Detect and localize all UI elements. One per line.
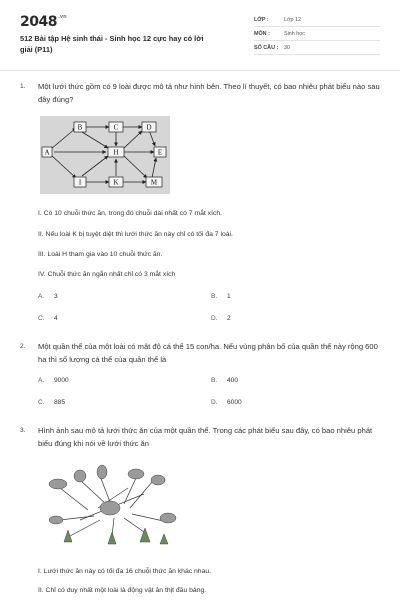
question-3-number: 3. [20, 427, 26, 434]
node-h: H [113, 148, 119, 157]
node-c: C [113, 123, 119, 132]
q1-statement-2: II. Nếu loài K bị tuyệt diệt thì lưới thức ăn này chỉ có tối đa 7 loài. [38, 231, 233, 238]
question-1-number: 1. [20, 83, 26, 90]
meta-count-value: 30 [284, 45, 290, 51]
q2-option-c[interactable]: C. 885 [38, 399, 66, 406]
q2-option-b[interactable]: B. 400 [211, 377, 239, 384]
q3-statement-1: I. Lưới thức ăn này có tối đa 16 chuỗi thức ăn khác nhau. [38, 568, 212, 575]
q1-statement-1: I. Có 10 chuỗi thức ăn, trong đó chuỗi dài nhất có 7 mắt xích. [38, 210, 223, 217]
meta-subject-label: MÔN : [254, 31, 270, 37]
q3-statement-2: II. Chỉ có duy nhất một loài là động vật ăn thịt đầu bảng. [38, 587, 207, 594]
node-d: D [146, 123, 152, 132]
food-web-diagram [40, 116, 170, 194]
q1-option-c[interactable]: C. 4 [38, 315, 58, 322]
meta-grade [254, 15, 380, 27]
q1-option-d[interactable]: D. 2 [211, 315, 231, 322]
q1-statement-4: IV. Chuỗi thức ăn ngắn nhất chỉ có 3 mắt xích [38, 271, 176, 278]
node-a: A [44, 148, 50, 157]
food-web-illustration [40, 460, 184, 550]
q1-option-b[interactable]: B. 1 [211, 293, 231, 300]
node-b: B [77, 123, 83, 132]
q2-option-d[interactable]: D. 6000 [211, 399, 242, 406]
q1-option-a[interactable]: A. 3 [38, 293, 58, 300]
question-2-text: Một quần thể của một loài có mật độ cá thể 15 con/ha. Nếu vùng phân bố của quần thể này rộng 600 ha thì số lượng cá thể của quần thể là [38, 342, 378, 364]
meta-count-label: SỐ CÂU : [254, 45, 279, 51]
node-k: K [113, 178, 119, 187]
node-m: M [150, 178, 158, 187]
question-1-text: Một lưới thức gồm có 9 loài được mô tả như hình bên. Theo lí thuyết, có bao nhiêu phát biểu nào sau đây đúng? [38, 82, 380, 104]
meta-grade-value: Lớp 12 [284, 17, 302, 23]
meta-grade-label: LỚP : [254, 17, 269, 23]
site-logo[interactable]: $2048^{.vn}$ [20, 14, 67, 30]
meta-subject [254, 29, 380, 41]
meta-subject-value: Sinh học [284, 31, 305, 37]
node-e: E [157, 148, 163, 157]
q1-statement-3: III. Loài H tham gia vào 10 chuỗi thức ăn. [38, 251, 163, 258]
meta-count [254, 43, 380, 55]
q2-option-a[interactable]: A. 9000 [38, 377, 69, 384]
question-3-text: Hình ảnh sau mô tả lưới thức ăn của một quần thể. Trong các phát biểu sau đây, có bao nhiêu phát biểu đúng khi nói về lưới thức ăn [38, 426, 373, 448]
header-divider [0, 70, 400, 71]
node-i: I [78, 178, 82, 187]
question-2-number: 2. [20, 343, 26, 350]
document-title: 512 Bài tập Hệ sinh thái - Sinh học 12 cực hay có lời giải (P11) [20, 34, 204, 54]
